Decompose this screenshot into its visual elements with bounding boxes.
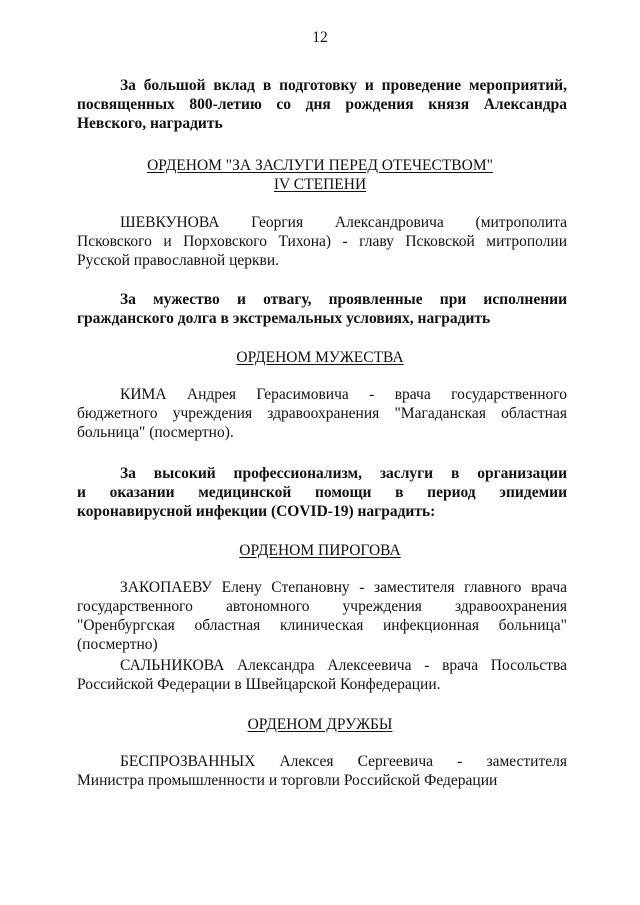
reason-line: За мужество и отвагу, проявленные при исполнении <box>120 291 567 308</box>
awardee-line: больница" (посмертно). <box>77 424 234 441</box>
awardee-line: бюджетного учреждения здравоохранения "Магаданская областная <box>77 405 567 422</box>
awardee-line: КИМА Андрея Герасимовича - врача государственного <box>120 386 567 403</box>
order-title-2 <box>0 348 640 367</box>
reason-line: За большой вклад в подготовку и проведение мероприятий, <box>120 77 567 94</box>
order-line: IV СТЕПЕНИ <box>273 176 367 193</box>
awardee-line: БЕСПРОЗВАННЫХ Алексея Сергеевича - заместителя <box>120 753 567 770</box>
order-line: ОРДЕНОМ МУЖЕСТВА <box>236 349 404 366</box>
awardee-line: Псковского и Порховского Тихона) - главу Псковской митрополии <box>77 233 567 250</box>
order-line: ОРДЕНОМ ПИРОГОВА <box>239 542 401 559</box>
page-number: 12 <box>312 29 328 46</box>
awardee-2 <box>77 385 567 442</box>
reason-line: гражданского долга в экстремальных условиях, наградить <box>77 310 491 327</box>
awardee-line: государственного автономного учреждения здравоохранения <box>77 598 567 615</box>
reason-line: и оказании медицинской помощи в период эпидемии <box>77 484 567 501</box>
reason-line: Невского, наградить <box>77 115 223 132</box>
awardee-line: Российской Федерации в Швейцарской Конфедерации. <box>77 676 441 693</box>
awardee-4 <box>77 656 567 694</box>
awardee-line: Министра промышленности и торговли Российской Федерации <box>77 772 498 789</box>
order-line: ОРДЕНОМ "ЗА ЗАСЛУГИ ПЕРЕД ОТЕЧЕСТВОМ" <box>147 157 493 174</box>
order-title-1 <box>0 156 640 194</box>
award-reason-1 <box>77 76 567 133</box>
awardee-line: ШЕВКУНОВА Георгия Александровича (митрополита <box>120 214 567 231</box>
reason-line: посвященных 800-летию со дня рождения князя Александра <box>77 96 567 113</box>
reason-line: За высокий профессионализм, заслуги в организации <box>120 465 567 482</box>
awardee-line: (посмертно) <box>77 636 158 653</box>
awardee-line: САЛЬНИКОВА Александра Алексеевича - врача Посольства <box>120 657 567 674</box>
awardee-3 <box>77 578 567 654</box>
awardee-5 <box>77 752 567 790</box>
awardee-1 <box>77 213 567 270</box>
award-reason-2 <box>77 290 567 328</box>
awardee-line: ЗАКОПАЕВУ Елену Степановну - заместителя главного врача <box>120 579 567 596</box>
awardee-line: Русской православной церкви. <box>77 252 280 269</box>
reason-line: коронавирусной инфекции (COVID-19) наградить: <box>77 503 436 520</box>
order-title-4 <box>0 715 640 734</box>
order-line: ОРДЕНОМ ДРУЖБЫ <box>247 716 393 733</box>
award-reason-3 <box>77 464 567 521</box>
awardee-line: "Оренбургская областная клиническая инфекционная больница" <box>77 617 567 634</box>
order-title-3 <box>0 541 640 560</box>
